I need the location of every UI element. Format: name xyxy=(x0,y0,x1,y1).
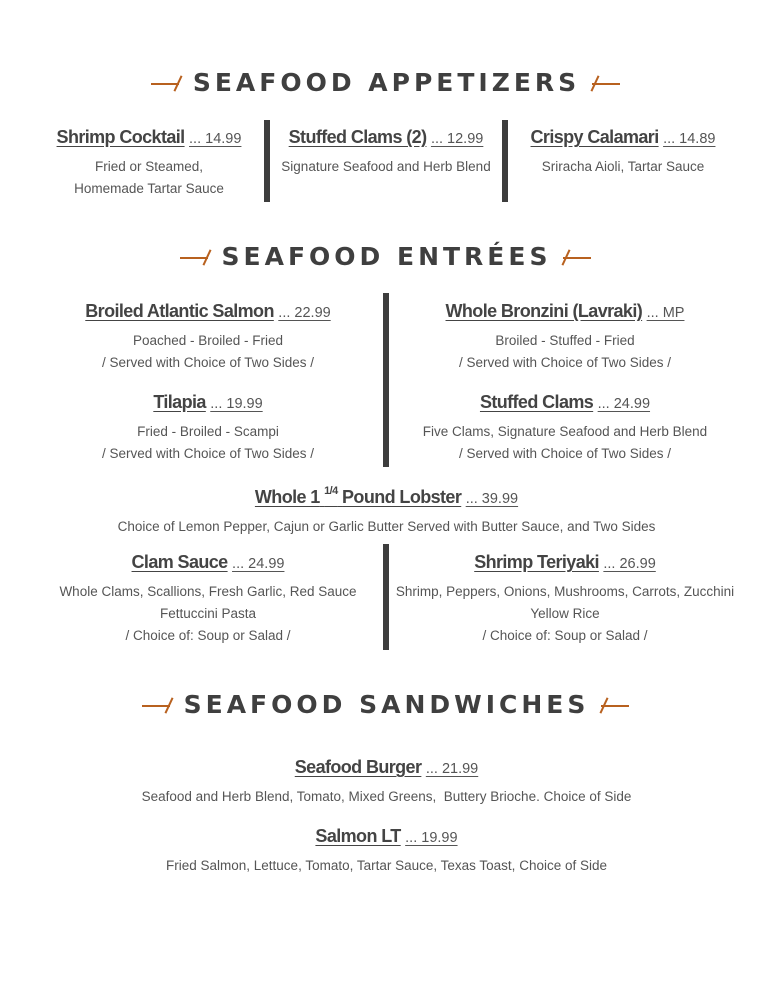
section-title: SEAFOOD APPETIZERS xyxy=(192,68,581,97)
item-desc: / Choice of: Soup or Salad / xyxy=(482,628,648,643)
item-name: Whole Bronzini (Lavraki) xyxy=(445,301,643,321)
item-desc: Sriracha Aioli, Tartar Sauce xyxy=(541,159,705,174)
item-desc: / Served with Choice of Two Sides / xyxy=(101,446,315,461)
item-desc: / Served with Choice of Two Sides / xyxy=(101,355,315,370)
item-name: Shrimp Cocktail xyxy=(56,127,185,147)
accent-left-icon xyxy=(180,248,210,266)
item-price: ... 14.99 xyxy=(189,131,242,147)
item-desc: Seafood and Herb Blend, Tomato, Mixed Greens, Buttery Brioche. Choice of Side xyxy=(141,789,632,804)
item-desc: Signature Seafood and Herb Blend xyxy=(281,159,491,174)
item-desc: Homemade Tartar Sauce xyxy=(74,181,224,196)
item-price: ... 24.99 xyxy=(597,396,651,412)
item-name: Crispy Calamari xyxy=(530,127,659,147)
item-price: ... MP xyxy=(646,305,685,321)
item-name: Broiled Atlantic Salmon xyxy=(85,301,274,321)
item-desc: Fried - Broiled - Scampi xyxy=(137,424,279,439)
menu-item-whole-lobster xyxy=(0,482,773,538)
item-name xyxy=(255,487,461,507)
item-price: ... 39.99 xyxy=(465,491,519,507)
menu-item-stuffed-clams-2 xyxy=(270,126,502,178)
item-desc: / Served with Choice of Two Sides / xyxy=(458,355,672,370)
item-desc: Fried or Steamed, xyxy=(94,159,204,174)
item-name: Seafood Burger xyxy=(294,757,422,777)
item-name: Stuffed Clams (2) xyxy=(288,127,427,147)
item-price: ... 22.99 xyxy=(278,305,331,321)
section-title: SEAFOOD SANDWICHES xyxy=(183,690,590,719)
menu-item-whole-bronzini xyxy=(385,300,745,374)
menu-item-seafood-burger xyxy=(0,756,773,808)
menu-item-salmon-lt xyxy=(0,825,773,877)
menu-item-shrimp-cocktail xyxy=(38,126,260,200)
item-price: ... 19.99 xyxy=(405,830,458,846)
item-desc: / Served with Choice of Two Sides / xyxy=(458,446,672,461)
item-name-prefix: Whole 1 xyxy=(254,487,320,507)
item-desc: / Choice of: Soup or Salad / xyxy=(125,628,291,643)
item-name: Clam Sauce xyxy=(131,552,228,572)
accent-left-icon xyxy=(151,74,181,92)
accent-right-icon xyxy=(592,74,622,92)
item-desc: Whole Clams, Scallions, Fresh Garlic, Red Sauce xyxy=(59,584,357,599)
menu-item-broiled-atlantic-salmon xyxy=(28,300,388,374)
item-name: Shrimp Teriyaki xyxy=(474,552,599,572)
item-name-fraction: 1/4 xyxy=(324,485,338,497)
item-desc: Shrimp, Peppers, Onions, Mushrooms, Carrots, Zucchini xyxy=(395,584,735,599)
item-price: ... 19.99 xyxy=(210,396,263,412)
accent-left-icon xyxy=(142,696,172,714)
item-desc: Fried Salmon, Lettuce, Tomato, Tartar Sauce, Texas Toast, Choice of Side xyxy=(166,858,607,873)
item-price: ... 12.99 xyxy=(430,131,484,147)
menu-item-shrimp-teriyaki xyxy=(385,551,745,647)
item-name: Salmon LT xyxy=(315,826,401,846)
section-title: SEAFOOD ENTRÉES xyxy=(221,242,552,271)
item-desc: Broiled - Stuffed - Fried xyxy=(495,333,635,348)
item-price: ... 24.99 xyxy=(232,556,285,572)
item-price: ... 26.99 xyxy=(603,556,656,572)
menu-item-stuffed-clams xyxy=(385,391,745,465)
item-name-suffix: Pound Lobster xyxy=(342,487,462,507)
item-price: ... 14.89 xyxy=(663,131,716,147)
item-desc: Choice of Lemon Pepper, Cajun or Garlic Butter Served with Butter Sauce, and Two Sides xyxy=(117,519,656,534)
item-desc: Five Clams, Signature Seafood and Herb Blend xyxy=(422,424,708,439)
sandwiches-header xyxy=(0,690,773,719)
item-desc: Fettuccini Pasta xyxy=(159,606,257,621)
item-name: Tilapia xyxy=(153,392,206,412)
menu-item-clam-sauce xyxy=(28,551,388,647)
accent-right-icon xyxy=(563,248,593,266)
menu-item-tilapia xyxy=(28,391,388,465)
item-desc: Poached - Broiled - Fried xyxy=(132,333,284,348)
appetizers-header xyxy=(0,68,773,97)
menu-item-crispy-calamari xyxy=(508,126,738,178)
accent-right-icon xyxy=(601,696,631,714)
item-price: ... 21.99 xyxy=(425,761,479,777)
item-name: Stuffed Clams xyxy=(479,392,594,412)
entrees-header xyxy=(0,242,773,271)
item-desc: Yellow Rice xyxy=(530,606,600,621)
